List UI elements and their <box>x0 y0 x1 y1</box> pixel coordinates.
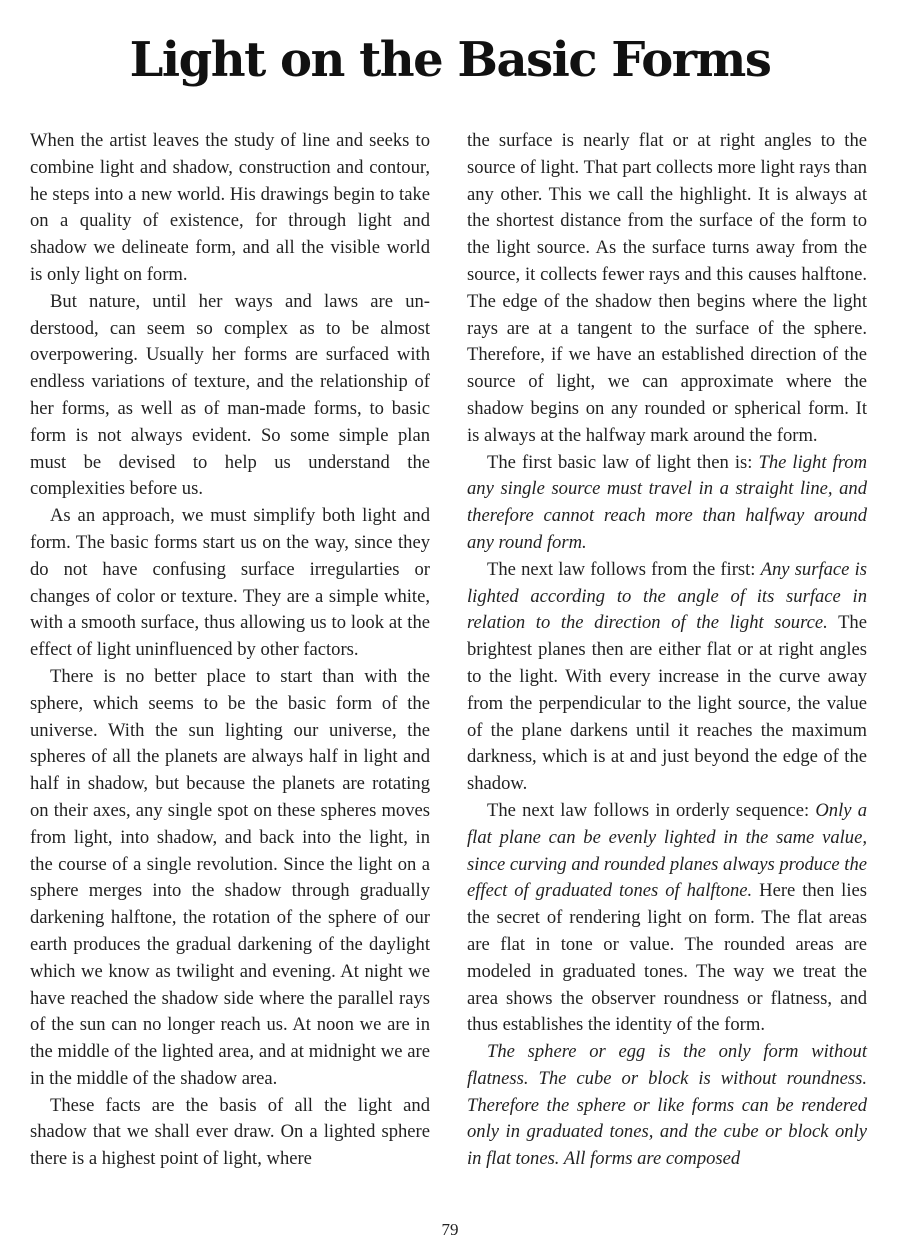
paragraph: But nature, until her ways and laws are understood, can seem so complex as to be almost overpowering. Usually her forms are surfaced with endless variations of texture, and the relationship of her forms, as well as of man-made forms, to basic form is not always evident. So some simple plan must be devised to help us understand the complexities before us. <box>30 290 430 500</box>
page-title: Light on the Basic Forms <box>129 32 771 88</box>
paragraph <box>467 1039 867 1173</box>
law-statement: Only a flat plane can be evenly lighted in the same value, since curving and rounded planes always produce the effect of graduated tones of halftone. <box>467 799 868 902</box>
law-statement: The sphere or egg is the only form without flatness. The cube or block is without roundness. Therefore the sphere or like forms can be rendered only in graduated tones, and the cube or block only in flat tones. All forms are composed <box>467 1041 867 1170</box>
right-column <box>467 128 867 1173</box>
law-statement: The light from any single source must travel in a straight line, and therefore cannot reach more than halfway around any round form. <box>467 451 868 553</box>
left-column <box>30 128 430 1173</box>
paragraph <box>467 798 867 1039</box>
paragraph: These facts are the basis of all the light and shadow that we shall ever draw. On a lighted sphere there is a highest point of light, where <box>30 1094 430 1170</box>
paragraph <box>467 450 867 557</box>
paragraph-text: Here then lies the secret of rendering light on form. The flat areas are flat in tone or value. The rounded areas are modeled in graduated tones. The way we treat the area shows the observer roundness or flatness, and thus establishes the identity of the form. <box>467 880 868 1036</box>
paragraph: As an approach, we must simplify both light and form. The basic forms start us on the way, since they do not have confusing surface irregularties or changes of color or texture. They are a simple white, with a smooth surface, thus allowing us to look at the effect of light uninfluenced by other factors. <box>30 505 430 661</box>
paragraph-lead: The first basic law of light then is: <box>487 451 759 473</box>
paragraph <box>467 557 867 798</box>
paragraph: the surface is nearly flat or at right angles to the source of light. That part collects more light rays than any other. This we call the highlight. It is always at the shortest distance from the surface of the form to the light source. As the surface turns away from the source, it collects fewer rays and this causes halftone. The edge of the shadow then begins where the light rays are at a tangent to the surface of the sphere. Therefore, if we have an established direction of the source of light, we can approximate where the shadow begins on any rounded or spherical form. It is always at the halfway mark around the form. <box>467 130 867 446</box>
paragraph-text: The brightest planes then are either flat or at right angles to the light. With every increase in the curve away from the perpendicular to the light source, the value of the plane darkens until it reaches the maximum darkness, which is at and just beyond the edge of the shadow. <box>467 612 867 795</box>
paragraph-lead: The next law follows in orderly sequence: <box>487 799 816 821</box>
page-number: 79 <box>441 1220 459 1239</box>
law-statement: Any surface is lighted according to the angle of its surface in relation to the direction of the light source. <box>467 558 867 634</box>
paragraph-lead: The next law follows from the first: <box>487 558 761 580</box>
paragraph: When the artist leaves the study of line and seeks to combine light and shadow, construction and contour, he steps into a new world. His drawings begin to take on a quality of existence, for through light and shadow we delineate form, and all the visible world is only light on form. <box>30 130 430 285</box>
paragraph: There is no better place to start than with the sphere, which seems to be the basic form of the universe. With the sun lighting our universe, the spheres of all the planets are always half in light and half in shadow, but because the planets are rotating on their axes, any single spot on these spheres moves from light, into shadow, and back into the light, in the course of a single revolution. Since the light on a sphere merges into the shadow through gradually darkening halftone, the rotation of the sphere of our earth produces the gradual darkening of the daylight which we know as twilight and evening. At night we have reached the shadow side where the parallel rays of the sun can no longer reach us. At noon we are in the middle of the lighted area, and at midnight we are in the middle of the shadow area. <box>30 665 430 1089</box>
